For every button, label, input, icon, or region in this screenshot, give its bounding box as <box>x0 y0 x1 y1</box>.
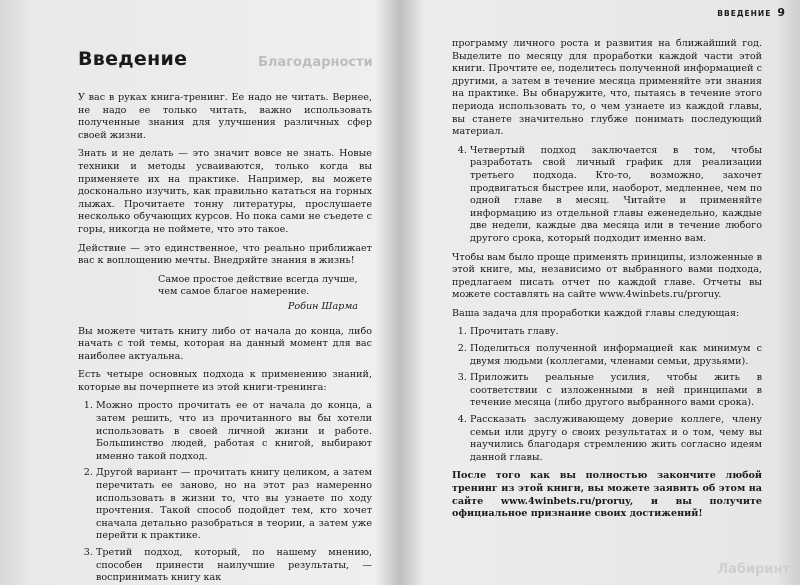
intro-paragraph: У вас в руках книга-тренинг. Ее надо не читать. Вернее, не надо ее только читать, важно использовать полученные знания для улучшения различных сфер своей жизни. <box>78 92 372 141</box>
approaches-list <box>78 400 372 584</box>
continuation-paragraph: программу личного роста и развития на ближайший год. Выделите по месяцу для проработки каждой части этой книги. Прочтите ее, поделитесь полученной информацией с другими, а затем в течение месяца применяйте эти знания на практике. Вы обнаружите, что, пытаясь в течение этого периода использовать то, о чем узнаете из каждой главы, вы станете значительно глубже понимать последующий материал. <box>452 38 762 138</box>
list-item: 3. Приложить реальные усилия, чтобы жить в соответствии с изложенными в ней принципами в течение месяца (либо другого выбранного вами срока). <box>470 372 762 410</box>
quote-text: Самое простое действие всегда лучше, чем самое благое намерение. <box>158 273 358 298</box>
watermark-logo: Лабиринт <box>717 562 790 577</box>
reading-paragraph: Вы можете читать книгу либо от начала до конца, либо начать с той темы, которая на данный момент для вас наиболее актуальна. <box>78 325 372 362</box>
ghost-heading: Благодарности <box>258 55 373 70</box>
knowledge-paragraph: Знать и не делать — это значит вовсе не знать. Новые техники и методы усваиваются, только когда вы применяете их на практике. Например, вы можете досконально изучить, как правильно кататься на горных лыжах. Прочитаете тонну литературы, прослушаете несколько обучающих курсов. Но пока сами не съедете с горы, никогда не поймете, что это такое. <box>78 148 372 235</box>
left-page <box>0 0 398 585</box>
right-page <box>402 0 800 585</box>
list-item: 3. Третий подход, который, по нашему мнению, способен принести наилучшие результаты, — воспринимать книгу как <box>96 547 372 585</box>
report-paragraph: Чтобы вам было проще применять принципы, изложенные в этой книге, мы, независимо от выбранного вами подхода, предлагаем писать отчет по каждой главе. Отчеты вы можете составлять на сайте www.4winbets.ru/proruy. <box>452 251 762 301</box>
closing-paragraph: После того как вы полностью закончите любой тренинг из этой книги, вы можете заявить об этом на сайте www.4winbets.ru/proruy, и вы получите официальное признание своих достижений! <box>452 470 762 520</box>
approaches-paragraph: Есть четыре основных подхода к применению знаний, которые вы почерпнете из этой книги-тренинга: <box>78 369 372 393</box>
quote-block <box>158 274 358 314</box>
page-number: 9 <box>777 6 786 19</box>
running-head <box>717 6 786 19</box>
list-item: 4. Четвертый подход заключается в том, чтобы разработать свой личный график для реализации третьего подхода. Кто-то, возможно, захочет продвигаться быстрее или, наоборот, медленнее, чем по одной главе в месяц. Читайте и применяйте информацию из отдельной главы еженедельно, каждые две недели, каждые два месяца или в течение любого другого срока, который подходит именно вам. <box>470 145 762 246</box>
tasks-list <box>452 326 762 464</box>
task-intro: Ваша задача для проработки каждой главы следующая: <box>452 307 740 319</box>
list-item: 2. Другой вариант — прочитать книгу целиком, а затем перечитать ее заново, но на этот раз намеренно использовать в жизни то, что вы узнаете по ходу прочтения. Такой способ подойдет тем, кто хочет сначала детально разобраться в теории, а затем уже перейти к практике. <box>96 467 372 543</box>
running-head-text: ВВЕДЕНИЕ <box>717 9 772 18</box>
page-title: Введение <box>78 48 188 70</box>
list-item: 1. Прочитать главу. <box>470 326 762 339</box>
quote-author: Робин Шарма <box>287 300 358 312</box>
approach-four-list <box>452 145 762 246</box>
list-item: 4. Рассказать заслуживающему доверие коллеге, члену семьи или другу о своих результатах и о том, чему вы научились благодаря стремлению жить согласно идеям данной главы. <box>470 414 762 464</box>
list-item: 1. Можно просто прочитать ее от начала до конца, а затем решить, что из прочитанного вы бы хотели использовать в своей личной жизни и работе. Большинство людей, работая с книгой, выбирают именно такой подход. <box>96 400 372 463</box>
list-item: 2. Поделиться полученной информацией как минимум с двумя людьми (коллегами, членами семьи, друзьями). <box>470 343 762 368</box>
action-paragraph: Действие — это единственное, что реально приближает вас к воплощению мечты. Внедряйте знания в жизнь! <box>78 242 372 267</box>
